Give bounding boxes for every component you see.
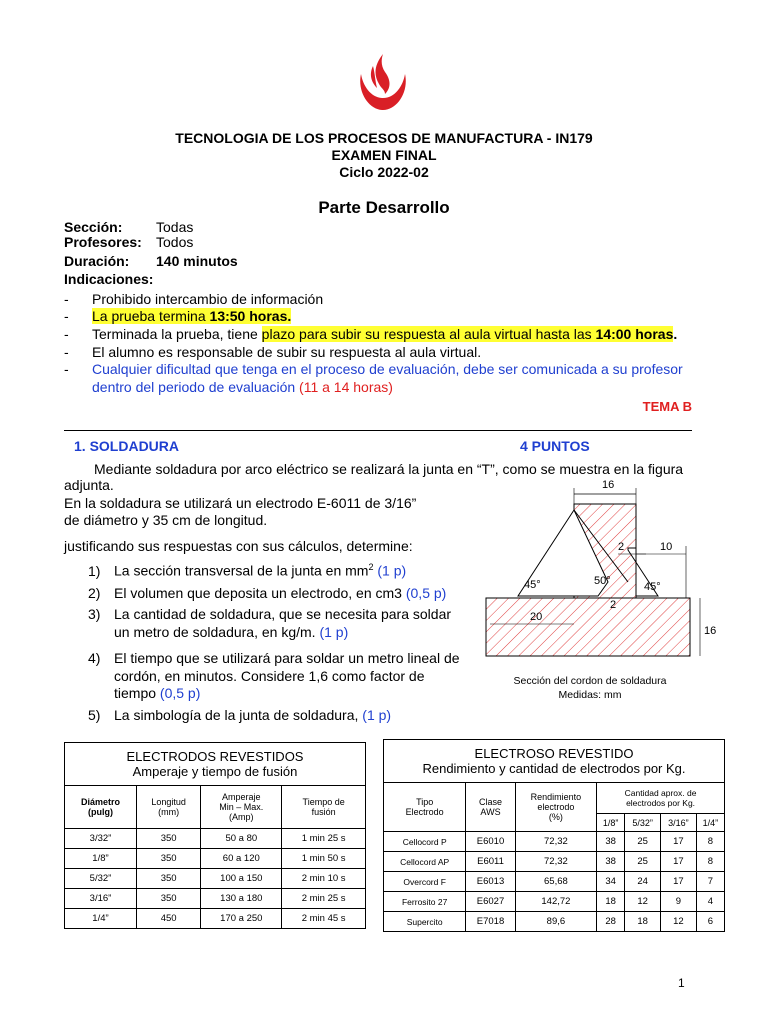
intro-line-3: En la soldadura se utilizará un electrodo E-6011 de 3/16”	[64, 495, 417, 511]
table-row: Overcord F E6013 65,68 34 24 17 7	[384, 872, 725, 892]
question-1: 1) La sección transversal de la junta en $mm^2$ (1 p)	[88, 562, 407, 579]
seccion-value: Todas	[156, 219, 194, 235]
table-row: 1/8” 350 60 a 120 1 min 50 s	[65, 849, 366, 869]
indicacion-3: - Terminada la prueba, tiene plazo para subir su respuesta al aula virtual hasta las 14:00 horas.	[64, 326, 678, 342]
figure-caption: Sección del cordon de soldadura	[513, 675, 667, 687]
figure-units: Medidas: mm	[558, 689, 622, 701]
dim-16-top: 16	[602, 479, 615, 491]
indicacion-5-cont: dentro del periodo de evaluación (11 a 14 horas)	[92, 379, 393, 395]
table-row: 3/32” 350 50 a 80 1 min 25 s	[65, 829, 366, 849]
seccion-label: Sección:	[64, 219, 123, 235]
question-4-cont2: tiempo (0,5 p)	[114, 685, 201, 701]
part-title: Parte Desarrollo	[318, 198, 450, 217]
indicacion-2: - La prueba termina 13:50 horas.	[64, 308, 292, 324]
indicaciones-label: Indicaciones:	[64, 271, 154, 287]
intro-line-2: adjunta.	[64, 477, 114, 493]
angle-45-left: 45°	[524, 579, 541, 591]
divider	[64, 430, 692, 431]
question-4: 4) El tiempo que se utilizará para soldar un metro lineal de	[88, 650, 460, 666]
table1-caption: ELECTRODOS REVESTIDOS Amperaje y tiempo de fusión	[65, 743, 366, 786]
angle-45-right: 45°	[644, 581, 661, 593]
table-row: Ferrosito 27 E6027 142,72 18 12 9 4	[384, 892, 725, 912]
electrodes-yield-table	[383, 739, 725, 932]
intro-line-1: Mediante soldadura por arco eléctrico se realizará la junta en “T”, como se muestra en la figura	[94, 461, 684, 477]
profesores-value: Todos	[156, 234, 194, 250]
table2-caption: ELECTROSO REVESTIDO Rendimiento y cantidad de electrodos por Kg.	[384, 740, 725, 783]
weld-joint-figure	[478, 470, 728, 710]
section-title: 1. SOLDADURA	[74, 438, 180, 454]
duracion-label: Duración:	[64, 253, 130, 269]
question-3-cont: un metro de soldadura, en kg/m. (1 p)	[114, 624, 349, 640]
cycle-title: Ciclo 2022-02	[339, 164, 429, 180]
intro-line-4: de diámetro y 35 cm de longitud.	[64, 512, 268, 528]
table2-subheader: 1/8” 5/32” 3/16” 1/4”	[384, 814, 725, 832]
table2-header: Tipo Electrodo Clase AWS Rendimiento electrodo (%) Cantidad aprox. de electrodos por Kg.	[384, 783, 725, 814]
university-logo-icon	[355, 52, 411, 112]
angle-50: 50°	[594, 575, 611, 587]
table-row: Cellocord AP E6011 72,32 38 25 17 8	[384, 852, 725, 872]
dim-10: 10	[660, 541, 673, 553]
section-points: 4 PUNTOS	[520, 438, 590, 454]
intro-line-5: justificando sus respuestas con sus cálculos, determine:	[64, 538, 413, 554]
question-5: 5) La simbología de la junta de soldadura, (1 p)	[88, 707, 392, 723]
question-2: 2) El volumen que deposita un electrodo, en cm3 (0,5 p)	[88, 585, 447, 601]
question-4-cont: cordón, en minutos. Considere 1,6 como factor de	[114, 668, 425, 684]
table-row: 1/4” 450 170 a 250 2 min 45 s	[65, 909, 366, 929]
base-plate	[486, 598, 690, 656]
duracion-value: 140 minutos	[156, 253, 238, 269]
tema-label: TEMA B	[642, 399, 692, 414]
indicacion-5: - Cualquier dificultad que tenga en el proceso de evaluación, debe ser comunicada a su profesor	[64, 361, 683, 377]
course-title: TECNOLOGIA DE LOS PROCESOS DE MANUFACTURA - IN179	[175, 130, 593, 146]
table-row: Cellocord P E6010 72,32 38 25 17 8	[384, 832, 725, 852]
profesores-label: Profesores:	[64, 234, 142, 250]
indicacion-4: - El alumno es responsable de subir su respuesta al aula virtual.	[64, 344, 482, 360]
dim-2-gap: 2	[610, 599, 617, 611]
dim-2: 2	[618, 541, 625, 553]
electrodes-amperage-table	[64, 742, 366, 929]
table-row: Supercito E7018 89,6 28 18 12 6	[384, 912, 725, 932]
dim-16-side: 16	[704, 625, 717, 637]
dim-20: 20	[530, 611, 543, 623]
table-row: 3/16” 350 130 a 180 2 min 25 s	[65, 889, 366, 909]
question-3: 3) La cantidad de soldadura, que se necesita para soldar	[88, 606, 452, 622]
table-row: 5/32” 350 100 a 150 2 min 10 s	[65, 869, 366, 889]
table1-header: Diámetro (pulg) Longitud (mm) Amperaje Min – Max. (Amp) Tiempo de fusión	[65, 786, 366, 829]
page-number: 1	[678, 976, 685, 990]
exam-title: EXAMEN FINAL	[331, 147, 437, 163]
indicacion-1: - Prohibido intercambio de información	[64, 291, 324, 307]
